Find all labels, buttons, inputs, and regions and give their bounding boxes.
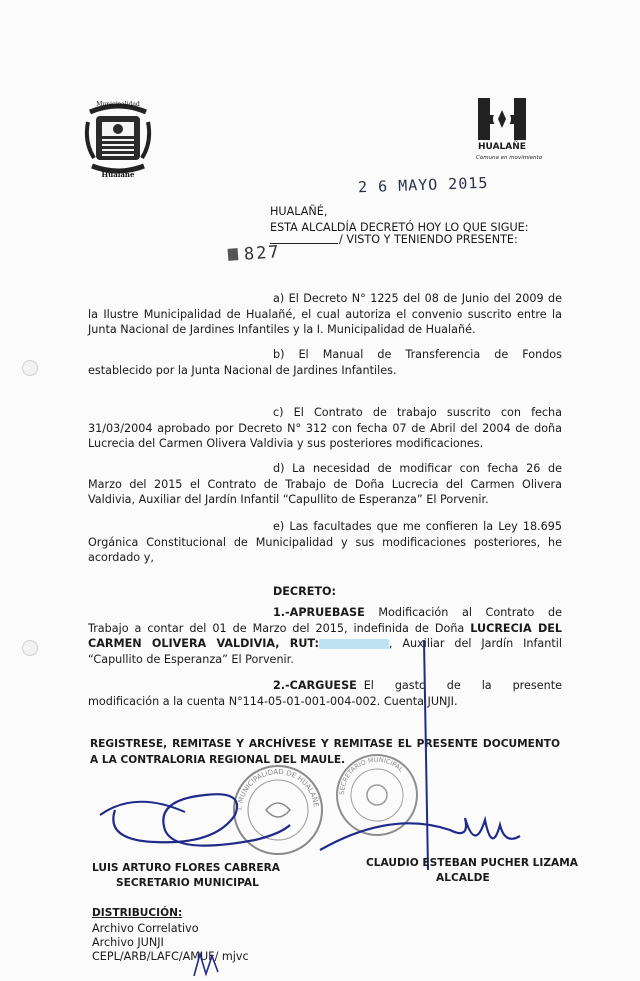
item2-first: El gasto de la presente (363, 679, 562, 692)
logo-name: HUALAÑE (478, 142, 526, 152)
visto-d-rest: Marzo del 2015 el Contrato de Trabajo de Doña Lucrecia del Carmen Olivera Valdivia, Auxiliar del Jardín Infantil “Capullito de Esperanza” El Porvenir. (88, 477, 562, 506)
crest-bottom-text: Hualañé (101, 170, 135, 178)
punch-hole (22, 640, 38, 656)
visto-c-first: c) El Contrato de trabajo suscrito con fecha (273, 406, 562, 419)
mayor-name: CLAUDIO ESTEBAN PUCHER LIZAMA (366, 857, 578, 869)
visto-b-first: b) El Manual de Transferencia de Fondos (273, 348, 562, 361)
visto-d-first: d) La necesidad de modificar con fecha 26 de (273, 462, 562, 475)
visto-e-first: e) Las facultades que me confieren la Ley 18.695 (273, 520, 562, 533)
seal2-text: SECRETARIO MUNICIPAL (337, 755, 405, 796)
secretary-signature (95, 770, 295, 860)
date-stamp: 2 6 MAYO 2015 (357, 173, 489, 197)
secretary-name: LUIS ARTURO FLORES CABRERA (92, 862, 280, 874)
closing-instruction: REGISTRESE, REMITASE Y ARCHÍVESE Y REMITASE EL PRESENTE DOCUMENTO A LA CONTRALORIA REGIONAL DEL MAULE. (90, 738, 560, 766)
municipality-crest-logo (82, 98, 154, 178)
mayor-title: ALCALDE (436, 872, 490, 884)
visto-a-first: a) El Decreto N° 1225 del 08 de Junio del 2009 de (273, 292, 562, 305)
decree-number-value: 827 (243, 242, 282, 265)
item1-rest-b: , Auxiliar del Jardín Infantil “Capullito de Esperanza” El Porvenir. (88, 637, 562, 666)
decree-number-mark (228, 248, 239, 261)
visto-a (88, 291, 562, 338)
item2-rest: modificación a la cuenta N°114-05-01-001-004-002. Cuenta JUNJI. (88, 694, 458, 708)
distribution-line: Archivo JUNJI (92, 936, 164, 949)
visto-c-rest: 31/03/2004 aprobado por Decreto N° 312 con fecha 07 de Abril del 2004 de doña Lucrecia del Carmen Olivera Valdivia y sus posteriores modificaciones. (88, 421, 562, 450)
item1-bold: LUCRECIA DEL CARMEN OLIVERA VALDIVIA, RUT: (88, 621, 562, 650)
decreto-heading: DECRETO: (273, 585, 337, 598)
header-place: HUALAÑÉ, (270, 205, 328, 218)
visto-e-rest: Orgánica Constitucional de Municipalidad y sus modificaciones posteriores, he acordado y, (88, 535, 562, 564)
initials-scribble (190, 950, 230, 980)
visto-c (88, 405, 562, 452)
item1-rest-a: Trabajo a contar del 01 de Marzo del 2015, indefinida de Doña (88, 621, 465, 635)
visto-d (88, 461, 562, 508)
header-line: ESTA ALCALDÍA DECRETÓ HOY LO QUE SIGUE: (270, 221, 529, 234)
visto-b-rest: establecido por la Junta Nacional de Jardines Infantiles. (88, 363, 397, 377)
item1-first: Modificación al Contrato de (378, 606, 562, 619)
logo-tagline: Comuna en movimiento (476, 155, 543, 161)
visto-a-rest: la Ilustre Municipalidad de Hualañé, el cual autoriza el convenio suscrito entre la Junta Nacional de Jardines Infantiles y la I. Municipalidad de Hualañé. (88, 307, 562, 336)
decree-number-blank (270, 243, 338, 244)
mayor-signature (300, 640, 540, 880)
secretary-title: SECRETARIO MUNICIPAL (116, 877, 259, 889)
distribution-line: Archivo Correlativo (92, 922, 199, 935)
decree-number (227, 242, 281, 266)
item2-label: 2.-CARGUESE (273, 679, 357, 692)
crest-top-text: Municipalidad (96, 101, 140, 108)
header-visto: / VISTO Y TENIENDO PRESENTE: (339, 233, 518, 246)
item1-label: 1.-APRUEBASE (273, 606, 365, 619)
visto-b (88, 347, 562, 378)
punch-hole (22, 360, 38, 376)
distribution-heading: DISTRIBUCIÓN: (92, 907, 183, 919)
seal1-text: I. MUNICIPALIDAD DE HUALAÑE (235, 767, 320, 811)
visto-e (88, 519, 562, 566)
distribution-line: CEPL/ARB/LAFC/AMUF/ mjvc (92, 950, 249, 963)
